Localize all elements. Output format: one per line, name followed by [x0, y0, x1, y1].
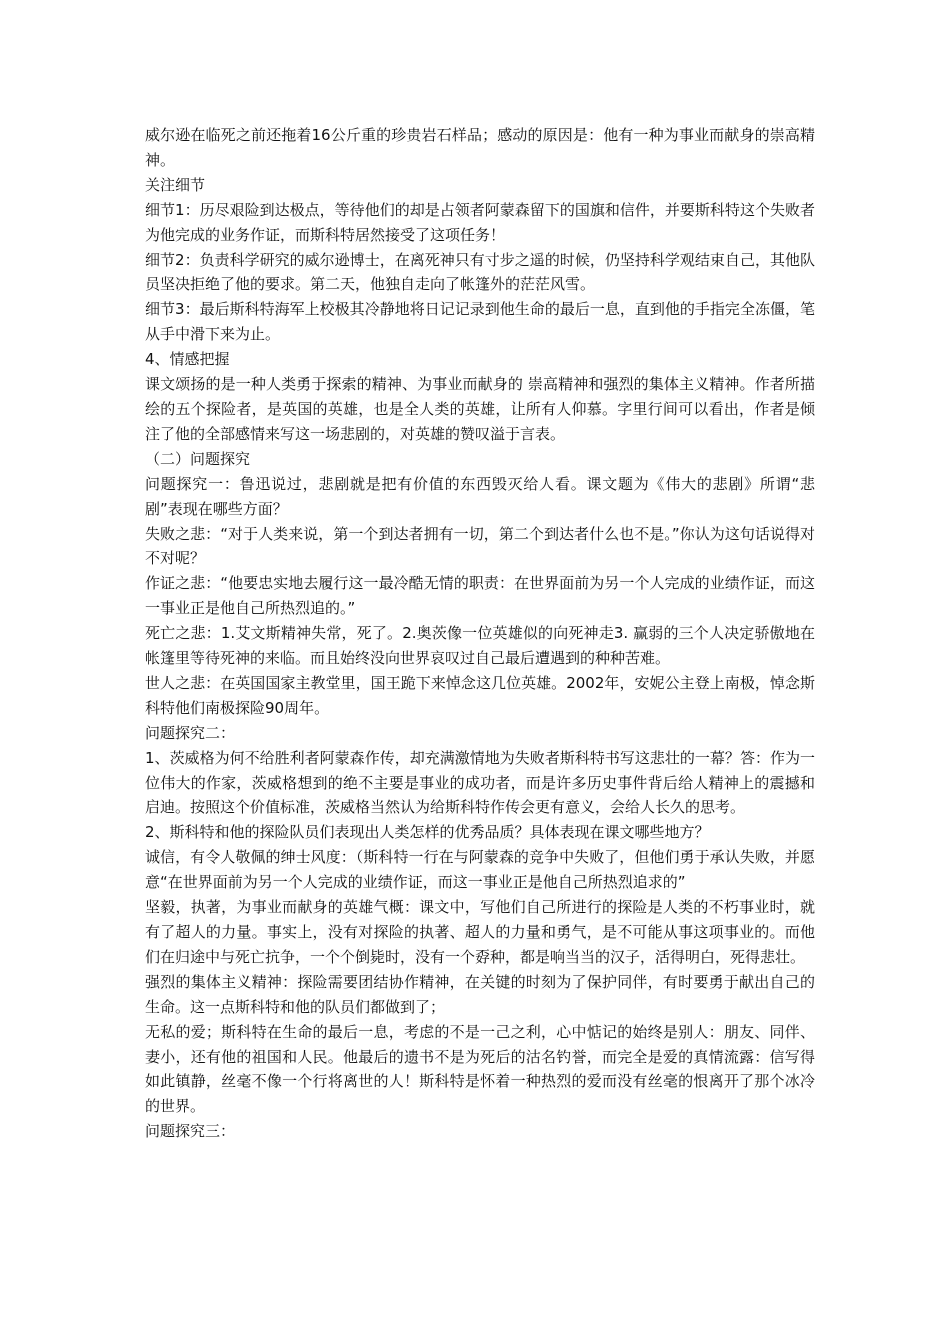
paragraph-perseverance: 坚毅，执著，为事业而献身的英雄气概：课文中，写他们自己所进行的探险是人类的不朽事业时，就有了超人的力量。事实上，没有对探险的执著、超人的力量和勇气，是不可能从事这项事业的。而他们在归途中与死亡抗争，一个个倒毙时，没有一个孬种，都是响当当的汉子，活得明白，死得悲壮。	[145, 898, 815, 966]
paragraph-selfless-love: 无私的爱；斯科特在生命的最后一息，考虑的不是一己之利，心中惦记的始终是别人：朋友、同伴、妻小，还有他的祖国和人民。他最后的遗书不是为死后的沽名钓誉，而完全是爱的真情流露：信写得如此镇静，丝毫不像一个行将离世的人！斯科特是怀着一种热烈的爱而没有丝毫的恨离开了那个冰冷的世界。	[145, 1022, 815, 1116]
paragraph-wilson-sample: 威尔逊在临死之前还拖着16公斤重的珍贵岩石样品；感动的原因是：他有一种为事业而献身的崇高精神。	[145, 126, 815, 169]
paragraph-emotion: 课文颂扬的是一种人类勇于探索的精神、为事业而献身的 崇高精神和强烈的集体主义精神。作者所描绘的五个探险者，是英国的英雄，也是全人类的英雄，让所有人仰慕。字里行间可以看出，作者是倾注了他的全部感情来写这一场悲剧的，对英雄的赞叹溢于言表。	[145, 375, 815, 443]
paragraph-failure-sorrow: 失败之悲：“对于人类来说，第一个到达者拥有一切，第二个到达者什么也不是。”你认为这句话说得对不对呢？	[145, 524, 815, 568]
paragraph-collectivism: 强烈的集体主义精神：探险需要团结协作精神，在关键的时刻为了保护同伴，有时要勇于献出自己的生命。这一点斯科特和他的队员们都做到了；	[145, 972, 815, 1016]
paragraph-testimony-sorrow: 作证之悲：“他要忠实地去履行这一最冷酷无情的职责：在世界面前为另一个人完成的业绩作证，而这一事业正是他自己所热烈追的。”	[145, 574, 815, 618]
heading-inquiry-2: 问题探究二：	[145, 723, 236, 742]
paragraph-question-2: 2、斯科特和他的探险队员们表现出人类怎样的优秀品质？具体表现在课文哪些地方？	[145, 823, 710, 842]
paragraph-integrity: 诚信，有令人敬佩的绅士风度：（斯科特一行在与阿蒙森的竞争中失败了，但他们勇于承认失败，并愿意“在世界面前为另一个人完成的业绩作证，而这一事业正是他自己所热烈追求的”	[145, 848, 815, 892]
paragraph-death-sorrow: 死亡之悲：1.艾文斯精神失常，死了。2.奥茨像一位英雄似的向死神走3. 赢弱的三个人决定骄傲地在帐篷里等待死神的来临。而且始终没向世界哀叹过自己最后遭遇到的种种苦难。	[145, 624, 815, 668]
paragraph-question-1: 1、茨威格为何不给胜利者阿蒙森作传，却充满激情地为失败者斯科特书写这悲壮的一幕？答：作为一位伟大的作家，茨威格想到的绝不主要是事业的成功者，而是许多历史事件背后给人精神上的震撼和启迪。按照这个价值标准，茨威格当然认为给斯科特作传会更有意义，会给人长久的思考。	[145, 748, 815, 817]
paragraph-world-sorrow: 世人之悲：在英国国家主教堂里，国王跪下来悼念这几位英雄。2002年，安妮公主登上南极，悼念斯科特他们南极探险90周年。	[145, 673, 815, 717]
heading-inquiry-3: 问题探究三：	[145, 1122, 236, 1141]
paragraph-detail-3: 细节3：最后斯科特海军上校极其冷静地将日记记录到他生命的最后一息，直到他的手指完全冻僵，笔从手中滑下来为止。	[145, 300, 815, 344]
heading-focus-details: 关注细节	[145, 175, 206, 194]
document-body	[145, 123, 815, 1144]
paragraph-inquiry-1: 问题探究一：鲁迅说过，悲剧就是把有价值的东西毁灭给人看。课文题为《伟大的悲剧》所谓“悲剧”表现在哪些方面？	[145, 474, 815, 518]
heading-emotion: 4、情感把握	[145, 350, 230, 369]
heading-question-inquiry: （二）问题探究	[145, 449, 251, 468]
paragraph-detail-1: 细节1：历尽艰险到达极点，等待他们的却是占领者阿蒙森留下的国旗和信件，并要斯科特这个失败者为他完成的业务作证，而斯科特居然接受了这项任务！	[145, 200, 815, 244]
paragraph-detail-2: 细节2：负责科学研究的威尔逊博士，在离死神只有寸步之遥的时候，仍坚持科学观结束自己，其他队员坚决拒绝了他的要求。第二天，他独自走向了帐篷外的茫茫风雪。	[145, 250, 815, 294]
